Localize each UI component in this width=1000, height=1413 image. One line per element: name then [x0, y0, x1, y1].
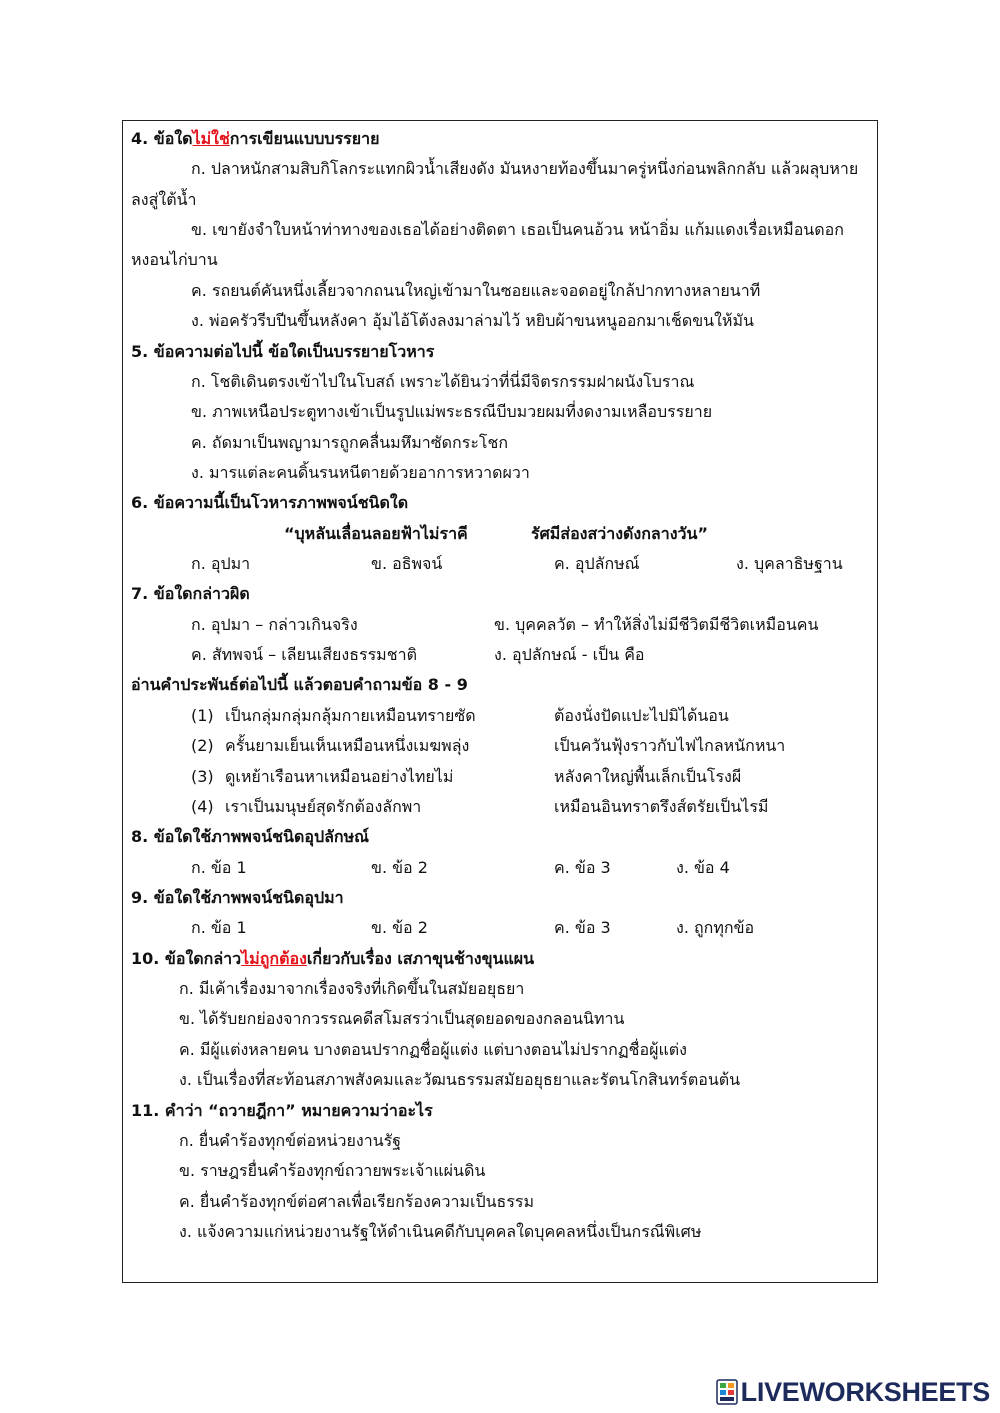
question-5-option-c: ค. ถัดมาเป็นพญามารถูกคลื่นมหึมาซัดกระโชก: [191, 432, 509, 452]
poem-line-number: (2): [191, 736, 214, 756]
poem-line-2: [131, 731, 869, 761]
question-6-option-b: ข. อธิพจน์: [371, 554, 443, 574]
question-7-options-row-2: [131, 640, 869, 670]
poem-line-1: [131, 701, 869, 731]
question-8-option-a: ก. ข้อ 1: [191, 857, 247, 877]
question-8-options: [131, 853, 869, 883]
poem-line-second: หลังคาใหญ่พื้นเล็กเป็นโรงผี: [554, 766, 742, 786]
question-10-option-c: ค. มีผู้แต่งหลายคน บางตอนปรากฏชื่อผู้แต่ง แต่บางตอนไม่ปรากฏชื่อผู้แต่ง: [179, 1039, 687, 1059]
question-9-option-a: ก. ข้อ 1: [191, 918, 247, 938]
poem-line-second: เหมือนอินทราตรึงส์ตรัยเป็นไรมี: [554, 796, 769, 816]
question-6-quote-first: “บุหลันเลื่อนลอยฟ้าไม่ราคี: [284, 523, 468, 543]
question-9-option-c: ค. ข้อ 3: [554, 918, 611, 938]
poem-line-first: เราเป็นมนุษย์สุดรักต้องลักพา: [225, 796, 422, 816]
question-4-option-b: ข. เขายังจำใบหน้าท่าทางของเธอได้อย่างติดตา เธอเป็นคนอ้วน หน้าอิ่ม แก้มแดงเรื่อเหมือนดอกหงอนไก่บาน: [131, 220, 844, 270]
question-4-option-a: ก. ปลาหนักสามสิบกิโลกระแทกผิวน้ำเสียงดัง มันหงายท้องขึ้นมาครู่หนึ่งก่อนพลิกกลับ แล้วผลุบหายลงสู่ใต้น้ำ: [131, 159, 859, 209]
question-7-title: 7. ข้อใดกล่าวผิด: [131, 584, 250, 604]
question-8-option-c: ค. ข้อ 3: [554, 857, 611, 877]
poem-line-first: ครั้นยามเย็นเห็นเหมือนหนึ่งเมฆพลุ่ง: [225, 736, 470, 756]
question-11-title: 11. คำว่า “ถวายฎีกา” หมายความว่าอะไร: [131, 1100, 433, 1120]
poem-line-second: เป็นควันฟุ้งราวกับไฟไกลหนักหนา: [554, 736, 786, 756]
question-6-option-d: ง. บุคลาธิษฐาน: [736, 554, 843, 574]
question-8-option-d: ง. ข้อ 4: [676, 857, 730, 877]
question-4-option-d: ง. พ่อครัวรีบปีนขึ้นหลังคา อุ้มไอ้โต้งลงมาล่ามไว้ หยิบผ้าขนหนูออกมาเช็ดขนให้มัน: [191, 311, 754, 331]
question-5-option-a: ก. โชติเดินตรงเข้าไปในโบสถ์ เพราะได้ยินว่าที่นี่มีจิตรกรรมฝาผนังโบราณ: [191, 371, 695, 391]
question-9-option-d: ง. ถูกทุกข้อ: [676, 918, 755, 938]
question-4-suffix: การเขียนแบบบรรยาย: [229, 129, 380, 148]
question-10-option-d: ง. เป็นเรื่องที่สะท้อนสภาพสังคมและวัฒนธรรมสมัยอยุธยาและรัตนโกสินทร์ตอนต้น: [179, 1070, 741, 1090]
question-9-options: [131, 913, 869, 943]
poem-line-number: (3): [191, 766, 214, 786]
poem-instruction: อ่านคำประพันธ์ต่อไปนี้ แล้วตอบคำถามข้อ 8 - 9: [131, 675, 468, 695]
question-10-option-b: ข. ได้รับยกย่องจากวรรณคดีสโมสรว่าเป็นสุดยอดของกลอนนิทาน: [179, 1009, 625, 1029]
poem-line-number: (4): [191, 796, 214, 816]
poem-line-first: ดูเหย้าเรือนหาเหมือนอย่างไทยไม่: [225, 766, 454, 786]
question-6-option-a: ก. อุปมา: [191, 554, 251, 574]
question-11-option-b: ข. ราษฎรยื่นคำร้องทุกข์ถวายพระเจ้าแผ่นดิน: [179, 1161, 486, 1181]
question-9-title: 9. ข้อใดใช้ภาพพจน์ชนิดอุปมา: [131, 887, 344, 907]
question-10-option-a: ก. มีเค้าเรื่องมาจากเรื่องจริงที่เกิดขึ้นในสมัยอยุธยา: [179, 979, 525, 999]
question-7-option-c: ค. สัทพจน์ – เลียนเสียงธรรมชาติ: [191, 645, 417, 665]
liveworksheets-logo[interactable]: [716, 1377, 990, 1407]
worksheet-box: [122, 120, 878, 1283]
liveworksheets-icon: [716, 1379, 738, 1405]
question-5-option-b: ข. ภาพเหนือประตูทางเข้าเป็นรูปแม่พระธรณีบีบมวยผมที่งดงามเหลือบรรยาย: [191, 402, 713, 422]
poem-line-first: เป็นกลุ่มกลุ่มกลุ้มกายเหมือนทรายซัด: [225, 705, 476, 725]
question-10-title: [131, 944, 869, 974]
question-6-title: 6. ข้อความนี้เป็นโวหารภาพพจน์ชนิดใด: [131, 493, 409, 513]
question-9-option-b: ข. ข้อ 2: [371, 918, 428, 938]
question-5-title: 5. ข้อความต่อไปนี้ ข้อใดเป็นบรรยายโวหาร: [131, 341, 435, 361]
question-11-option-c: ค. ยื่นคำร้องทุกข์ต่อศาลเพื่อเรียกร้องความเป็นธรรม: [179, 1191, 535, 1211]
question-6-quote: [131, 519, 869, 549]
question-10-highlight: ไม่ถูกต้อง: [241, 948, 307, 968]
poem-line-second: ต้องนั่งปัดแปะไปมิได้นอน: [554, 705, 729, 725]
question-4-option-c: ค. รถยนต์คันหนึ่งเลี้ยวจากถนนใหญ่เข้ามาในซอยและจอดอยู่ใกล้ปากทางหลายนาที: [191, 280, 761, 300]
question-4-highlight: ไม่ใช่: [192, 129, 230, 148]
question-7-options-row-1: [131, 610, 869, 640]
liveworksheets-logo-text: LIVEWORKSHEETS: [740, 1377, 990, 1407]
question-6-quote-second: รัศมีส่องสว่างดังกลางวัน”: [531, 523, 708, 543]
poem-line-4: [131, 792, 869, 822]
question-5-option-d: ง. มารแต่ละคนดิ้นรนหนีตายด้วยอาการหวาดผวา: [191, 462, 530, 482]
poem-line-number: (1): [191, 705, 214, 725]
poem-line-3: [131, 762, 869, 792]
question-4-prefix: 4. ข้อใด: [131, 129, 193, 148]
question-7-option-d: ง. อุปลักษณ์ - เป็น คือ: [494, 645, 645, 665]
question-11-option-a: ก. ยื่นคำร้องทุกข์ต่อหน่วยงานรัฐ: [179, 1130, 402, 1150]
question-7-option-b: ข. บุคคลวัต – ทำให้สิ่งไม่มีชีวิตมีชีวิตเหมือนคน: [494, 614, 819, 634]
question-8-option-b: ข. ข้อ 2: [371, 857, 428, 877]
question-11-option-d: ง. แจ้งความแก่หน่วยงานรัฐให้ดำเนินคดีกับบุคคลใดบุคคลหนึ่งเป็นกรณีพิเศษ: [179, 1221, 702, 1241]
question-10-suffix: เกี่ยวกับเรื่อง เสภาขุนช้างขุนแผน: [306, 948, 535, 968]
question-7-option-a: ก. อุปมา – กล่าวเกินจริง: [191, 614, 358, 634]
question-6-options: [131, 549, 869, 579]
question-4-title: [131, 124, 869, 154]
question-10-prefix: 10. ข้อใดกล่าว: [131, 948, 242, 968]
question-6-option-c: ค. อุปลักษณ์: [554, 554, 640, 574]
question-8-title: 8. ข้อใดใช้ภาพพจน์ชนิดอุปลักษณ์: [131, 827, 369, 847]
